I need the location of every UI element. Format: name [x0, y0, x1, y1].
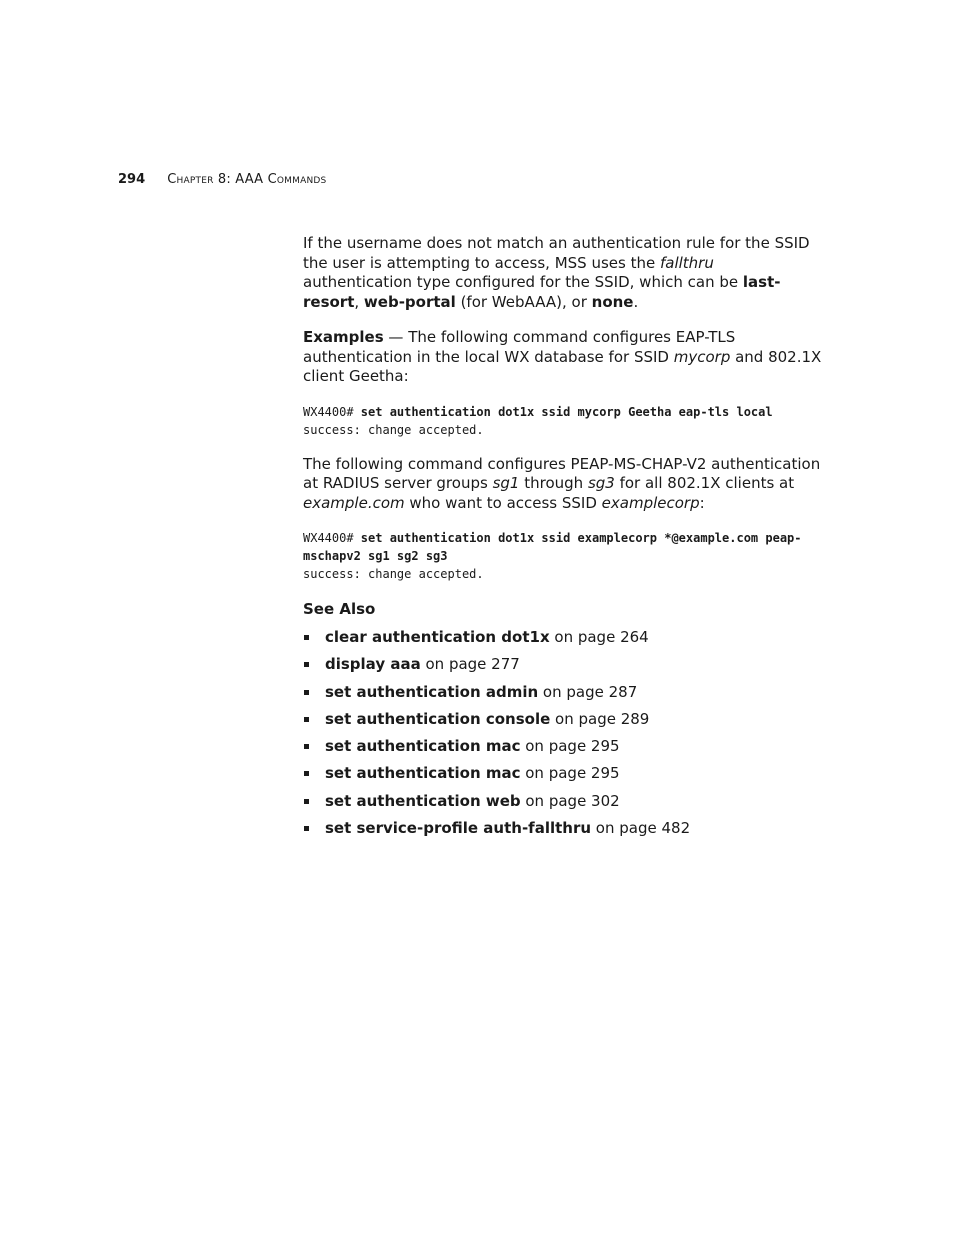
main-content [303, 234, 823, 845]
bullet-icon [304, 717, 309, 722]
command-link[interactable]: set authentication console [325, 709, 551, 728]
bullet-icon [304, 744, 309, 749]
bullet-icon [304, 662, 309, 667]
code-example-1 [303, 403, 823, 439]
second-example-paragraph [303, 455, 823, 514]
see-also-item[interactable] [303, 763, 823, 783]
cli-prompt: WX4400# [303, 404, 361, 419]
example-text: The following command configures PEAP-MS-CHAP-V2 authentication at RADIUS server groups [303, 454, 821, 492]
examples-text: — The following command configures EAP-TLS authentication in the local WX database for SSID [303, 328, 736, 366]
intro-text: authentication type configured for the SSID, which can be [303, 273, 743, 291]
bullet-icon [304, 799, 309, 804]
intro-text: , [354, 292, 364, 311]
examples-paragraph [303, 328, 823, 387]
see-also-item[interactable] [303, 627, 823, 647]
bullet-icon [304, 826, 309, 831]
cli-output: success: change accepted. [303, 422, 484, 437]
example-text: through [519, 474, 588, 492]
cli-prompt: WX4400# [303, 531, 361, 545]
example-text: for all 802.1X clients at [614, 474, 795, 492]
fallthru-term: fallthru [659, 253, 714, 272]
intro-text: (for WebAAA), or [455, 292, 592, 311]
see-also-list [303, 627, 823, 838]
page-reference: on page 295 [520, 764, 620, 783]
command-link[interactable]: display aaa [325, 655, 421, 674]
intro-text: If the username does not match an authentication rule for the SSID the user is attempting to access, MSS uses the [303, 234, 810, 272]
see-also-item[interactable] [303, 736, 823, 756]
page-reference: on page 277 [420, 655, 520, 674]
see-also-item[interactable] [303, 654, 823, 674]
page-reference: on page 482 [591, 819, 691, 838]
command-link[interactable]: clear authentication dot1x [325, 628, 550, 646]
command-link[interactable]: set service-profile auth-fallthru [325, 819, 592, 838]
server-group-term: sg1 [492, 474, 520, 492]
option-web-portal: web-portal [363, 292, 456, 311]
bullet-icon [304, 771, 309, 776]
page-reference: on page 287 [538, 682, 638, 701]
ssid-term: examplecorp [601, 493, 700, 512]
see-also-item[interactable] [303, 682, 823, 702]
see-also-item[interactable] [303, 791, 823, 811]
ssid-term: mycorp [673, 347, 731, 366]
domain-term: example.com [303, 493, 405, 512]
intro-text: . [633, 292, 639, 311]
bullet-icon [304, 635, 309, 640]
see-also-heading: See Also [303, 600, 376, 618]
option-none: none [591, 292, 634, 311]
cli-command: set authentication dot1x ssid mycorp Geetha eap-tls local [360, 404, 773, 419]
example-text: : [699, 493, 705, 512]
command-link[interactable]: set authentication mac [325, 737, 521, 756]
cli-command: set authentication dot1x ssid examplecorp *@example.com peap-mschapv2 sg1 sg2 sg3 [303, 531, 802, 563]
examples-text: and 802.1X client Geetha: [303, 347, 822, 385]
chapter-title: Chapter 8: AAA Commands [167, 172, 327, 187]
code-example-2 [303, 529, 823, 583]
page-number: 294 [118, 172, 146, 187]
page-reference: on page 264 [549, 628, 649, 646]
command-link[interactable]: set authentication web [325, 791, 521, 810]
example-text: who want to access SSID [404, 493, 602, 512]
bullet-icon [304, 690, 309, 695]
command-link[interactable]: set authentication mac [325, 764, 521, 783]
see-also-item[interactable] [303, 709, 823, 729]
see-also-item[interactable] [303, 818, 823, 838]
page-reference: on page 289 [550, 709, 650, 728]
running-header [118, 171, 326, 189]
option-last-resort: last-resort [303, 273, 781, 311]
page-reference: on page 295 [520, 737, 620, 756]
page-reference: on page 302 [520, 791, 620, 810]
cli-output: success: change accepted. [303, 567, 484, 581]
server-group-term: sg3 [587, 474, 615, 492]
examples-label: Examples [303, 328, 384, 346]
intro-paragraph [303, 234, 823, 312]
command-link[interactable]: set authentication admin [325, 682, 539, 701]
